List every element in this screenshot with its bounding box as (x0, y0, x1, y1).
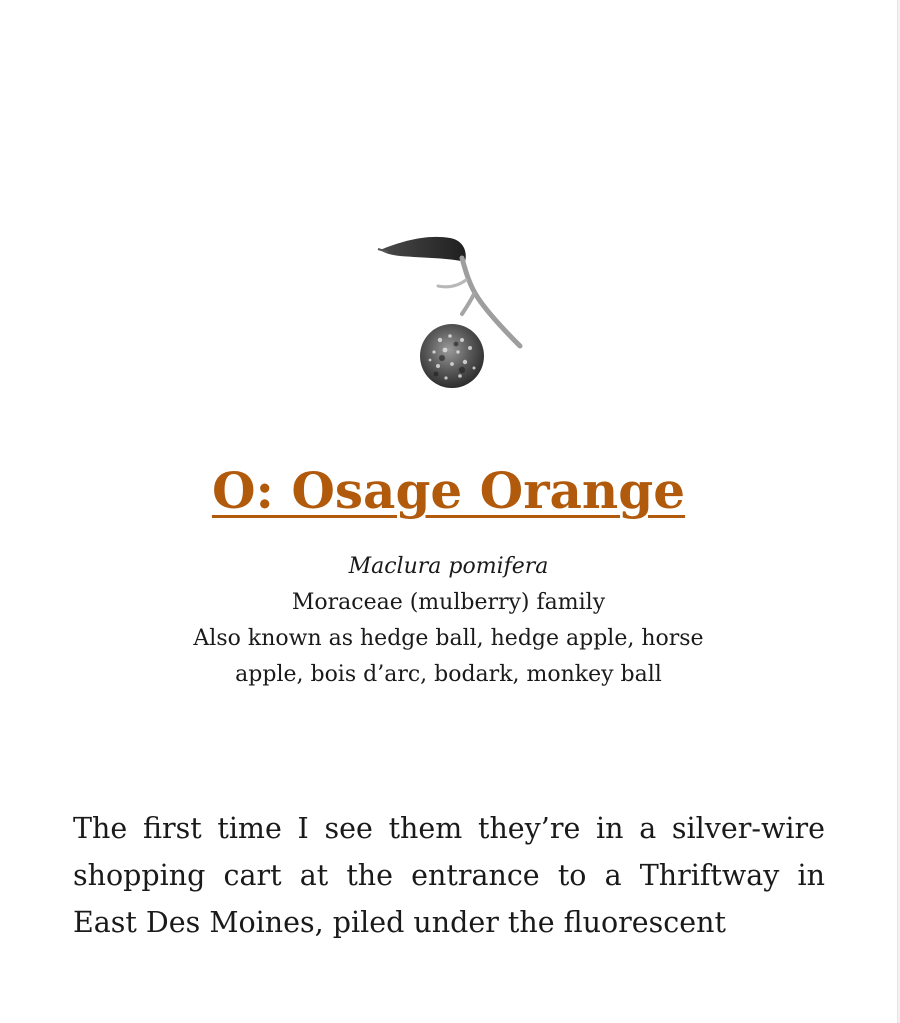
chapter-title-link[interactable]: O: Osage Orange (211, 461, 686, 520)
chapter-title (0, 456, 897, 526)
also-known-as: Also known as hedge ball, hedge apple, horse apple, bois d’arc, bodark, monkey ball (193, 626, 704, 687)
osage-orange-illustration-icon (370, 228, 530, 408)
body-paragraph: The first time I see them they’re in a silver-wire shopping cart at the entrance to a Thriftway in East Des Moines, piled under the fluorescent (73, 812, 825, 939)
species-info (150, 549, 747, 693)
family-name: Moraceae (mulberry) family (291, 590, 606, 615)
scientific-name: Maclura pomifera (348, 554, 549, 579)
